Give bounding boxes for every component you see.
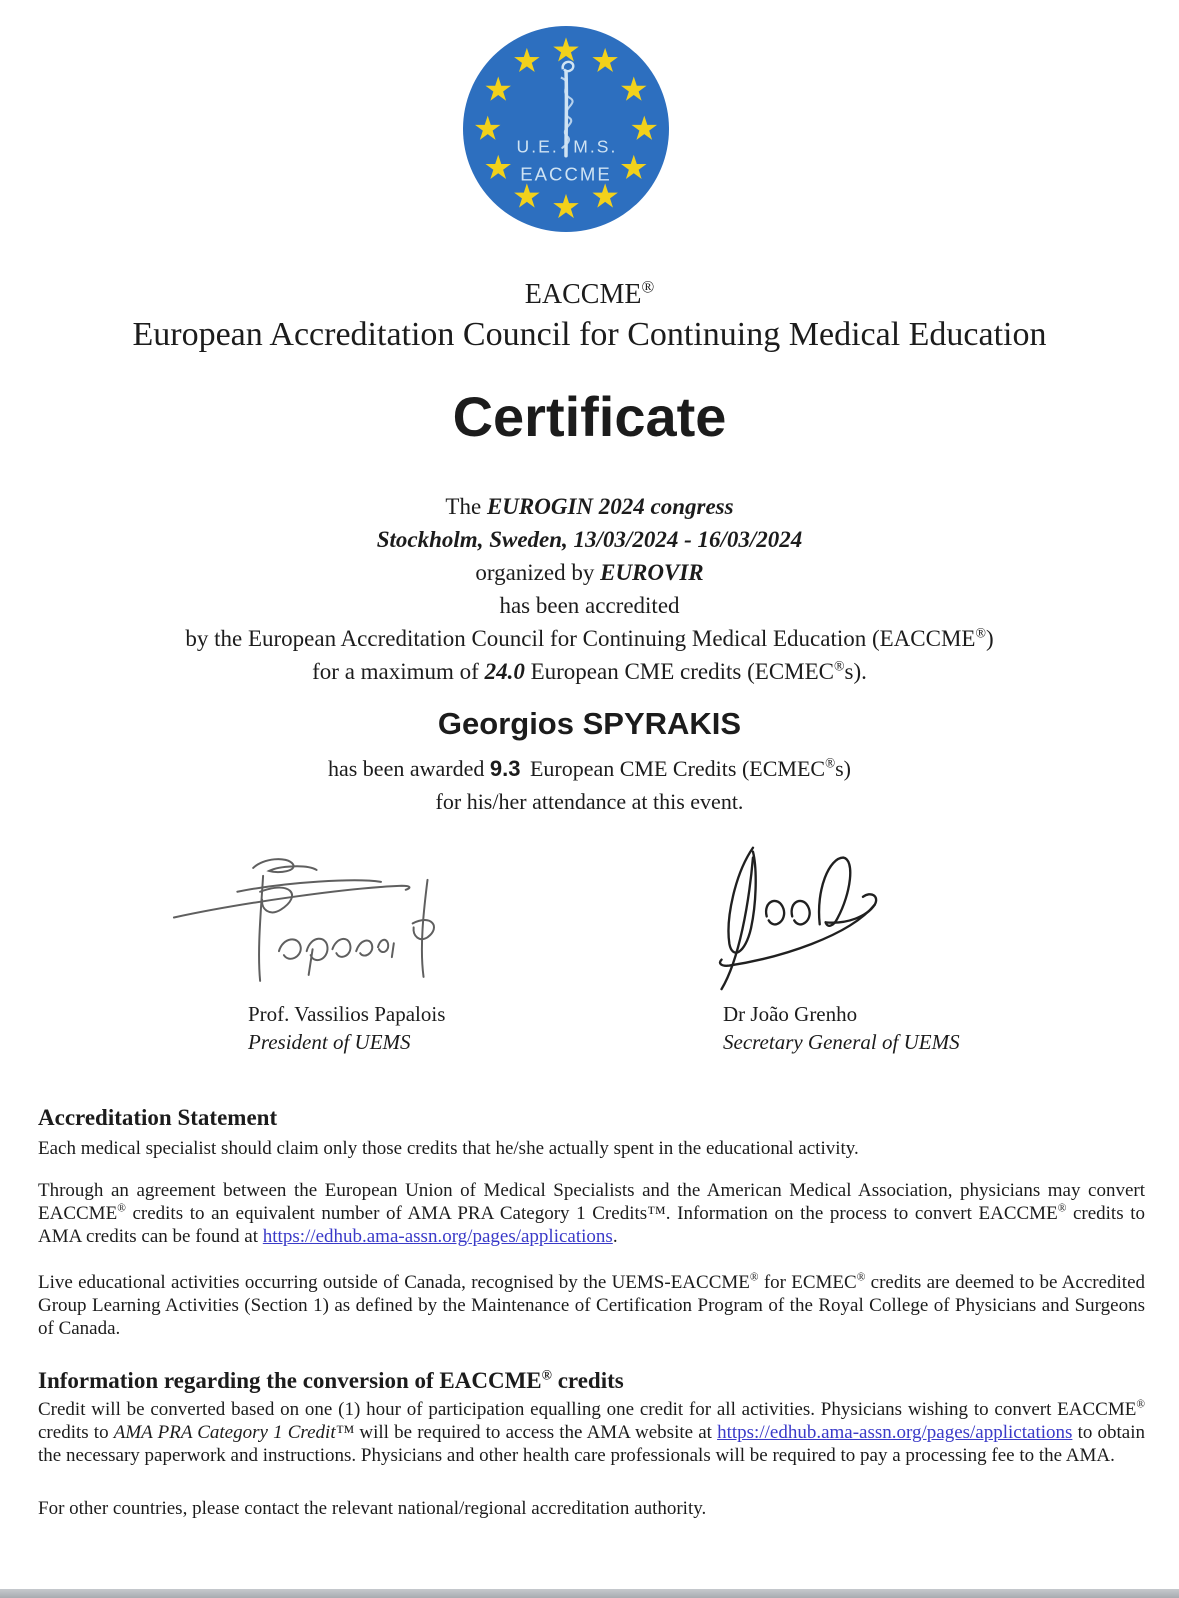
- text-run: Stockholm, Sweden, 13/03/2024 - 16/03/2024: [376, 527, 803, 552]
- text-run: Information regarding the conversion of EACCME: [38, 1368, 542, 1393]
- uems-eaccme-logo: [463, 26, 669, 232]
- text-run: 9.3: [489, 756, 521, 781]
- text-run: European CME credits (ECMEC: [524, 659, 835, 684]
- text-run: has been accredited: [499, 593, 680, 618]
- text-run: The: [445, 494, 487, 519]
- award-block: [0, 752, 1179, 818]
- text-run: credits are deemed to be Accredited Group Learning Activities (Section 1) as defined by the Maintenance of Certification Program of the Royal College of Physicians and Surgeons of Canada.: [38, 1272, 1146, 1339]
- text-run: by the European Accreditation Council for Continuing Medical Education (EACCME: [185, 626, 976, 651]
- signer-left: [248, 1000, 445, 1056]
- signer-right: [723, 1000, 960, 1056]
- logo-eaccme-text: EACCME: [519, 163, 612, 185]
- text-run: for ECMEC: [758, 1272, 857, 1293]
- signature-block: [0, 834, 1179, 1069]
- logo-uems-right-text: M.S.: [572, 136, 617, 157]
- event-location-line: [0, 523, 1179, 556]
- text-run: Credit will be converted based on one (1) hour of participation equalling one credit for all activities. Physicians wishing to convert EACCME: [38, 1399, 1137, 1420]
- text-run: ®: [825, 755, 836, 771]
- accreditation-para-2: [38, 1179, 1145, 1248]
- text-run: ®: [834, 658, 845, 674]
- text-run: ®: [117, 1202, 126, 1215]
- text-run: credits to an equivalent number of AMA PRA Category 1 Credits™. Information on the process to convert EACCME: [125, 1203, 1058, 1224]
- conversion-heading: [38, 1368, 1145, 1394]
- accreditation-para-1: Each medical specialist should claim only those credits that he/she actually spent in the educational activity.: [38, 1138, 859, 1159]
- text-run: AMA PRA Category 1 Credit™: [113, 1422, 355, 1443]
- text-run: ®: [541, 1367, 552, 1383]
- event-details: [0, 490, 1179, 688]
- text-run: ): [985, 626, 994, 651]
- event-council-line: [0, 622, 1179, 655]
- signer-right-name: Dr João Grenho: [723, 1002, 858, 1026]
- text-run: ®: [1136, 1398, 1145, 1411]
- text-run: ®: [1057, 1202, 1067, 1215]
- signer-left-title: President of UEMS: [248, 1030, 411, 1054]
- text-run: .: [612, 1226, 618, 1247]
- scan-edge: [0, 1589, 1179, 1598]
- text-run: for a maximum of: [312, 659, 485, 684]
- certificate-title: Certificate: [452, 385, 727, 448]
- text-run: s): [835, 756, 852, 781]
- text-run: credits: [551, 1368, 624, 1393]
- recipient-name: Georgios SPYRAKIS: [437, 706, 742, 741]
- text-run: ®: [975, 625, 986, 641]
- accreditation-para-3: [38, 1271, 1145, 1340]
- text-run: credits to: [38, 1422, 114, 1443]
- text-run: will be required to access the AMA website at: [354, 1422, 718, 1443]
- text-run: EUROGIN 2024 congress: [486, 494, 734, 519]
- hyperlink[interactable]: https://edhub.ama-assn.org/pages/applications: [262, 1226, 613, 1247]
- text-run: organized by: [475, 560, 601, 585]
- signer-right-title: Secretary General of UEMS: [723, 1030, 960, 1054]
- text-run: ®: [856, 1271, 866, 1284]
- text-run: credits to AMA credits can be found at: [38, 1203, 1145, 1247]
- signature-right-icon: [700, 834, 910, 996]
- text-run: 24.0: [484, 659, 525, 684]
- event-organizer-line: [0, 556, 1179, 589]
- text-run: s).: [844, 659, 867, 684]
- text-run: Through an agreement between the European Union of Medical Specialists and the American Medical Association, physicians may convert EACCME: [38, 1180, 1145, 1224]
- event-name-line: [0, 490, 1179, 523]
- signature-left-icon: [168, 838, 480, 996]
- text-run: European CME Credits (ECMEC: [524, 756, 826, 781]
- text-run: ®: [749, 1271, 759, 1284]
- statements-section: [38, 1105, 1145, 1520]
- text-run: EUROVIR: [600, 560, 704, 585]
- footer-note: For other countries, please contact the relevant national/regional accreditation authority.: [38, 1498, 707, 1519]
- signer-left-name: Prof. Vassilios Papalois: [248, 1002, 446, 1026]
- conversion-para: [38, 1398, 1145, 1467]
- award-line: [0, 752, 1179, 785]
- org-abbreviation: [0, 278, 1179, 312]
- text-run: to obtain the necessary paperwork and instructions. Physicians and other health care professionals will be required to pay a processing fee to the AMA.: [38, 1422, 1145, 1466]
- hyperlink[interactable]: https://edhub.ama-assn.org/pages/applictations: [717, 1422, 1073, 1443]
- attendance-line: for his/her attendance at this event.: [435, 789, 744, 814]
- text-run: ®: [641, 277, 655, 297]
- org-full-name: European Accreditation Council for Continuing Medical Education: [132, 316, 1047, 353]
- accreditation-heading: Accreditation Statement: [38, 1105, 278, 1130]
- event-max-credits-line: [0, 655, 1179, 688]
- logo-uems-left-text: U.E.: [516, 136, 559, 157]
- text-run: has been awarded: [327, 756, 490, 781]
- event-accredited-line: [0, 589, 1179, 622]
- text-run: EACCME: [524, 279, 642, 310]
- text-run: Live educational activities occurring outside of Canada, recognised by the UEMS-EACCME: [38, 1272, 750, 1293]
